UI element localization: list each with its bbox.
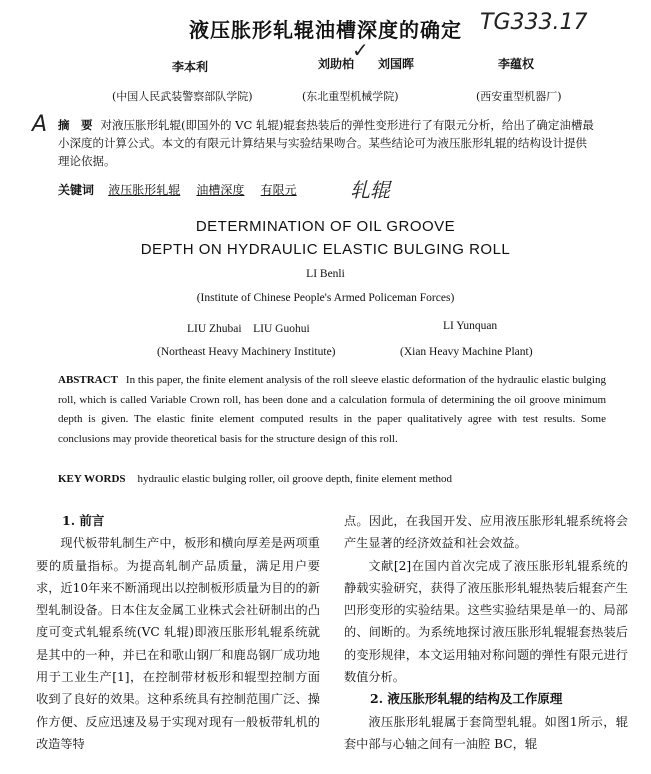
keyword-cn-2: 油槽深度 bbox=[196, 183, 245, 197]
paper-title-en-line1: DETERMINATION OF OIL GROOVE bbox=[195, 218, 456, 235]
abstract-cn bbox=[58, 116, 598, 170]
author-cn-3: 刘国晖 bbox=[378, 57, 415, 71]
abstract-en bbox=[58, 371, 606, 449]
keyword-cn-1: 液压胀形轧辊 bbox=[108, 183, 181, 197]
affiliation-en-2: (Northeast Heavy Machinery Institute) bbox=[157, 346, 336, 358]
keywords-cn bbox=[58, 181, 297, 198]
abstract-cn-label: 摘 要 bbox=[58, 118, 93, 132]
keywords-en-text: hydraulic elastic bulging roller, oil groove depth, finite element method bbox=[137, 473, 453, 485]
handwritten-mark-a: A bbox=[32, 112, 48, 137]
handwritten-classification-code: TG333.17 bbox=[480, 10, 588, 35]
keywords-en-label: KEY WORDS bbox=[58, 473, 126, 485]
section-2-heading: 2. 液压胀形轧辊的结构及工作原理 bbox=[370, 691, 563, 707]
abstract-cn-text: 对液压胀形轧辊(即国外的 VC 轧辊)辊套热装后的弹性变形进行了有限元分析，给出了确定油槽最小深度的计算公式。本文的有限元计算结果与实验结果吻合。某些结论可为液压胀形轧辊的结构设计提供理论依据。 bbox=[58, 118, 594, 168]
right-column bbox=[344, 510, 628, 755]
handwritten-keyword: 轧辊 bbox=[350, 178, 390, 202]
paper-title-cn: 液压胀形轧辊油槽深度的确定 bbox=[189, 18, 462, 42]
affiliation-en-3: (Xian Heavy Machine Plant) bbox=[400, 346, 533, 358]
right-column-text-1: 点。因此，在我国开发、应用液压胀形轧辊系统将会产生显著的经济效益和社会效益。 bbox=[344, 514, 628, 551]
author-cn-4: 李蕴权 bbox=[498, 57, 535, 71]
paper-title-en-line2: DEPTH ON HYDRAULIC ELASTIC BULGING ROLL bbox=[140, 241, 511, 258]
abstract-en-text: In this paper, the finite element analysis of the roll sleeve elastic deformation of the hydraulic elastic bulging roll, which is called Variable Crown roll, has been done and a calculation formula of determining the oil groove minimum depth is given. The elastic finite element computed results in the paper qualitatively agree with test results. Some conclusions may provide theoretical basis for the structure design of this roll. bbox=[58, 374, 606, 445]
author-cn-2: 刘助柏 bbox=[318, 57, 355, 71]
right-column-text-2: 文献[2]在国内首次完成了液压胀形轧辊系统的静载实验研究，获得了液压胀形轧辊热装后辊套产生凹形变形的实验结果。这些实验结果是单一的、局部的、间断的。为系统地探讨液压胀形轧辊辊套热装后的变形规律，本文运用轴对称问题的弹性有限元进行数值分析。 bbox=[344, 558, 628, 685]
section-2-text: 液压胀形轧辊属于套筒型轧辊。如图1所示，辊套中部与心轴之间有一油腔 BC，辊 bbox=[344, 714, 628, 751]
authors-en-2: LIU Zhubai LIU Guohui bbox=[187, 323, 310, 335]
affiliation-en-1: (Institute of Chinese People's Armed Policeman Forces) bbox=[196, 292, 455, 304]
affiliation-cn-1: (中国人民武装警察部队学院) bbox=[112, 90, 253, 103]
abstract-en-label: ABSTRACT bbox=[58, 374, 118, 386]
author-en-3: LI Yunquan bbox=[443, 320, 498, 332]
left-column bbox=[36, 510, 320, 755]
keyword-cn-3: 有限元 bbox=[260, 183, 297, 197]
affiliation-cn-2: (东北重型机械学院) bbox=[302, 90, 399, 103]
handwritten-checkmark: ✓ bbox=[352, 38, 369, 62]
section-1-heading: 1. 前言 bbox=[62, 513, 105, 528]
author-en-1: LI Benli bbox=[306, 268, 345, 280]
affiliation-cn-3: (西安重型机器厂) bbox=[476, 90, 562, 103]
author-cn-1: 李本利 bbox=[172, 60, 209, 74]
keywords-en bbox=[58, 473, 618, 485]
section-1-text: 现代板带轧制生产中，板形和横向厚差是两项重要的质量指标。为提高轧制产品质量，满足用户要求，近10年来不断涌现出以控制板形质量为目的的新型轧制设备。日本住友金属工业株式会社研制出的凸度可变式轧辊系统(VC 轧辊)即液压胀形轧辊系统就是其中的一种，并已在和歌山钢厂和鹿岛钢厂成功地用于工业生产[1]，在控制带材板形和辊型控制方面收到了良好的效果。这种系统具有控制范围广泛、操作方便、反应迅速及易于实现对现有一般板带轧机的改造等特 bbox=[36, 536, 320, 751]
keywords-cn-label: 关键词 bbox=[58, 183, 95, 197]
